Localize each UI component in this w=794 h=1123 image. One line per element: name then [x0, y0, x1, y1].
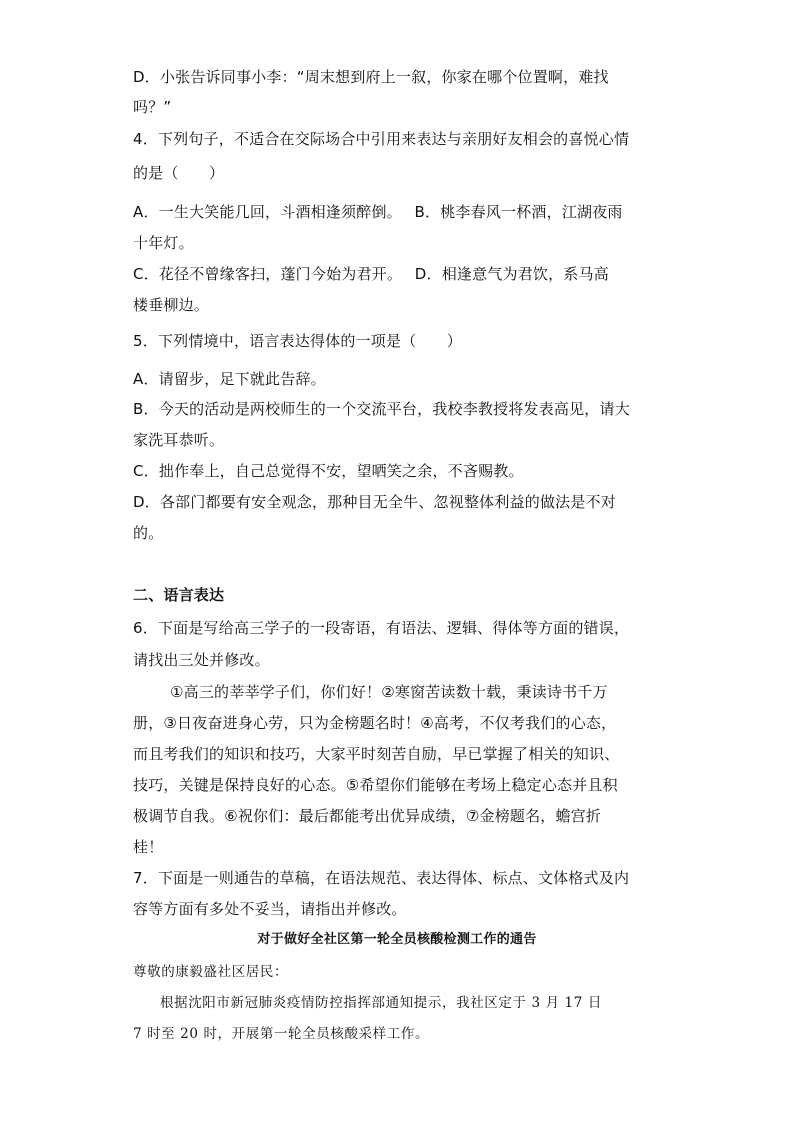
- q5-option-b-line1: B．今天的活动是两校师生的一个交流平台，我校李教授将发表高见，请大: [133, 400, 630, 418]
- notice-title: 对于做好全社区第一轮全员核酸检测工作的通告: [257, 932, 537, 947]
- q5-stem: 5．下列情境中，语言表达得体的一项是（ ）: [133, 332, 462, 350]
- q6-passage-line4: 技巧，关键是保持良好的心态。⑤希望你们能够在考场上稳定心态并且积: [133, 776, 618, 794]
- q4-options-line1: A．一生大笑能几回，斗酒相逢须醉倒。 B．桃李春风一杯酒，江湖夜雨: [133, 203, 623, 221]
- q5-option-a: A．请留步，足下就此告辞。: [133, 370, 326, 388]
- q5-option-d-line2: 的。: [133, 524, 164, 542]
- notice-salutation: 尊敬的康毅盛社区居民：: [133, 964, 289, 980]
- q5-option-b-line2: 家洗耳恭听。: [133, 431, 225, 449]
- q5-option-c: C．拙作奉上，自己总觉得不安，望哂笑之余，不吝赐教。: [133, 462, 524, 480]
- q6-passage-line6: 桂！: [133, 838, 164, 856]
- q4-options-line4: 楼垂柳边。: [133, 296, 210, 314]
- q6-passage-line3: 而且考我们的知识和技巧，大家平时刻苦自励，早已掌握了相关的知识、: [133, 745, 620, 763]
- q4-stem-line1: 4．下列句子，不适合在交际场合中引用来表达与亲朋好友相会的喜悦心情: [133, 130, 630, 148]
- q4-options-line2: 十年灯。: [133, 234, 194, 252]
- notice-body-line2: 7 时至 20 时，开展第一轮全员核酸采样工作。: [133, 1026, 430, 1042]
- notice-body-line1: 根据沈阳市新冠肺炎疫情防控指挥部通知提示，我社区定于 3 月 17 日: [160, 995, 602, 1011]
- q6-stem-line2: 请找出三处并修改。: [133, 651, 270, 669]
- q7-stem-line2: 容等方面有多处不妥当，请指出并修改。: [133, 900, 407, 918]
- q6-passage-line5: 极调节自我。⑥祝你们：最后都能考出优异成绩，⑦金榜题名，蟾宫折: [133, 807, 602, 825]
- q7-stem-line1: 7．下面是一则通告的草稿，在语法规范、表达得体、标点、文体格式及内: [133, 869, 630, 887]
- q3-option-d-line2: 吗？”: [133, 98, 172, 116]
- q4-options-line3: C．花径不曾缘客扫，蓬门今始为君开。 D．相逢意气为君饮，系马高: [133, 265, 609, 283]
- q5-option-d-line1: D．各部门都要有安全观念，那种目无全牛、忽视整体利益的做法是不对: [133, 493, 616, 511]
- q4-stem-line2: 的是（ ）: [133, 164, 225, 182]
- section-heading: 二、语言表达: [133, 586, 225, 604]
- q6-passage-line2: 册，③日夜奋进身心劳，只为金榜题名时！④高考，不仅考我们的心态，: [133, 714, 617, 732]
- q3-option-d-line1: D．小张告诉同事小李：“周末想到府上一叙，你家在哪个位置啊，难找: [133, 68, 609, 86]
- q6-passage-line1: ①高三的莘莘学子们，你们好！②寒窗苦读数十载，秉读诗书千万: [170, 683, 608, 701]
- q6-stem-line1: 6．下面是写给高三学子的一段寄语，有语法、逻辑、得体等方面的错误，: [133, 619, 630, 637]
